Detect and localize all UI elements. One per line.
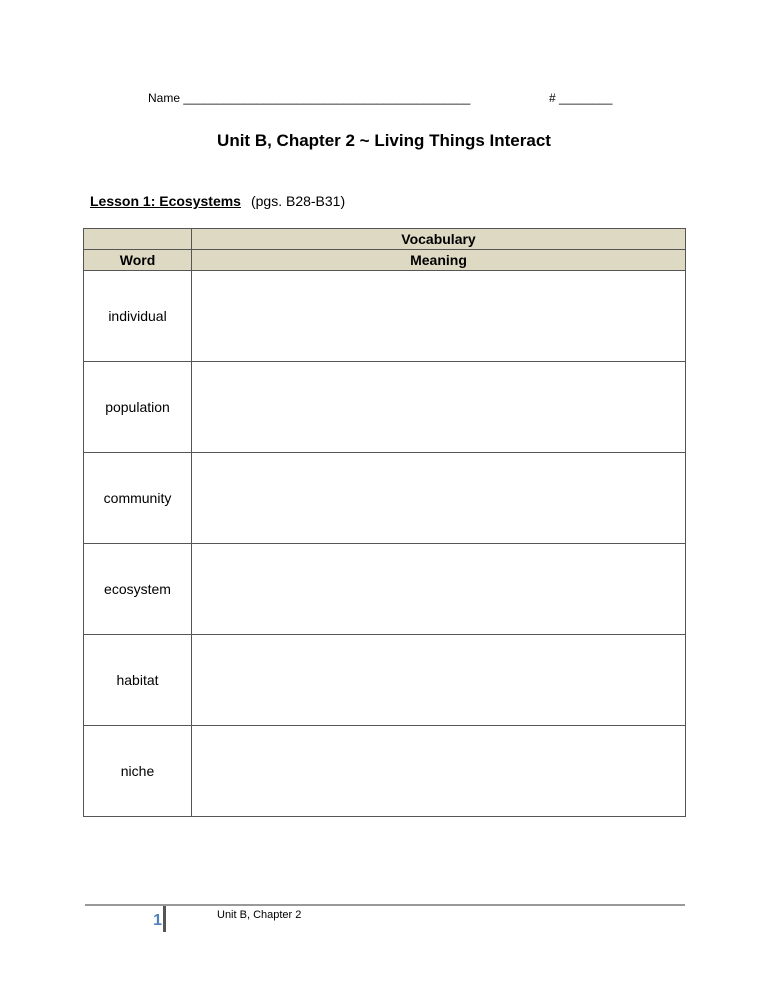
meaning-cell[interactable] [192,635,686,726]
meaning-cell[interactable] [192,726,686,817]
meaning-cell[interactable] [192,544,686,635]
meaning-cell[interactable] [192,271,686,362]
footer-text: Unit B, Chapter 2 [217,909,302,921]
table-row [84,271,686,362]
name-field-line[interactable]: Name ___________________________________________ [148,91,471,105]
meaning-column-header: Meaning [192,250,686,271]
header-empty-cell [84,229,192,250]
vocabulary-header: Vocabulary [192,229,686,250]
page-number: 1 [153,912,162,929]
table-row [84,362,686,453]
vocabulary-table [83,228,686,817]
meaning-cell[interactable] [192,453,686,544]
word-column-header: Word [84,250,192,271]
page-title: Unit B, Chapter 2 ~ Living Things Interact [217,131,551,150]
table-row [84,544,686,635]
lesson-heading [90,193,345,209]
word-cell: population [84,362,192,453]
table-row [84,453,686,544]
word-cell: habitat [84,635,192,726]
page-number-separator [163,906,166,932]
lesson-pages: (pgs. B28-B31) [250,193,346,209]
table-row [84,726,686,817]
table-group-header-row [84,229,686,250]
table-column-header-row [84,250,686,271]
word-cell: community [84,453,192,544]
footer-divider [85,904,685,906]
word-cell: niche [84,726,192,817]
word-cell: ecosystem [84,544,192,635]
number-field-line[interactable]: # ________ [549,91,613,105]
table-row [84,635,686,726]
word-cell: individual [84,271,192,362]
meaning-cell[interactable] [192,362,686,453]
lesson-title: Lesson 1: Ecosystems [90,193,241,209]
